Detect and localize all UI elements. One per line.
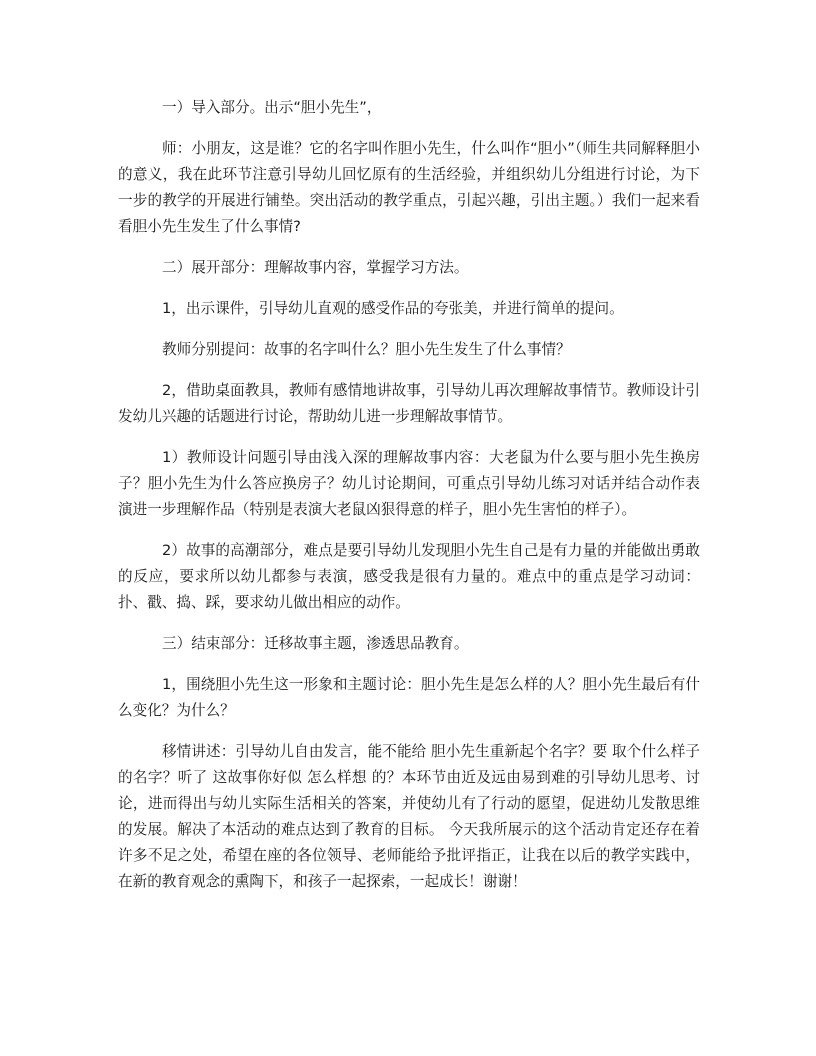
paragraph: 2）故事的高潮部分，难点是要引导幼儿发现胆小先生自己是有力量的并能做出勇敢的反应，要求所以幼儿都参与表演，感受我是很有力量的。难点中的重点是学习动词：扑、戳、捣、踩，要求幼儿做出相应的动作。 — [118, 542, 700, 611]
paragraph: 师：小朋友，这是谁？它的名字叫作胆小先生，什么叫作“胆小”（师生共同解释胆小的意义，我在此环节注意引导幼儿回忆原有的生活经验，并组织幼儿分组进行讨论，为下一步的教学的开展进行铺垫。突出活动的教学重点，引起兴趣，引出主题。）我们一起来看看胆小先生发生了什么事情? — [118, 140, 700, 235]
paragraph: 1，围绕胆小先生这一形象和主题讨论：胆小先生是怎么样的人？胆小先生最后有什么变化？为什么？ — [118, 676, 700, 719]
paragraph: 1）教师设计问题引导由浅入深的理解故事内容：大老鼠为什么要与胆小先生换房子？胆小先生为什么答应换房子？幼儿讨论期间，可重点引导幼儿练习对话并结合动作表演进一步理解作品（特别是表演大老鼠凶狠得意的样子，胆小先生害怕的样子）。 — [118, 449, 700, 518]
section-heading-intro: 一）导入部分。出示“胆小先生”， — [162, 99, 382, 116]
document-body — [118, 95, 700, 910]
paragraph: 移情讲述：引导幼儿自由发言，能不能给 胆小先生重新起个名字？要 取个什么样子的名字？听了 这故事你好似 怎么样想 的？本环节由近及远由易到难的引导幼儿思考、讨论，进而得出与幼儿实际生活相关的答案，并使幼儿有了行动的愿望，促进幼儿发散思维的发展。解决了本活动的难点达到了教育的目标。 今天我所展示的这个活动肯定还存在着许多不足之处，希望在座的各位领导、老师能给予批评指正，让我在以后的教学实践中，在新的教育观念的熏陶下，和孩子一起探索，一起成长！谢谢！ — [118, 743, 700, 890]
paragraph: 教师分别提问：故事的名字叫什么？胆小先生发生了什么事情？ — [162, 341, 571, 358]
paragraph: 1，出示课件，引导幼儿直观的感受作品的夸张美，并进行简单的提问。 — [162, 300, 624, 317]
section-heading-conclusion: 三）结束部分：迁移故事主题，渗透思品教育。 — [162, 635, 469, 652]
paragraph: 2，借助桌面教具，教师有感情地讲故事，引导幼儿再次理解故事情节。教师设计引发幼儿兴趣的话题进行讨论，帮助幼儿进一步理解故事情节。 — [118, 382, 700, 425]
section-heading-development: 二）展开部分：理解故事内容，掌握学习方法。 — [162, 259, 469, 276]
